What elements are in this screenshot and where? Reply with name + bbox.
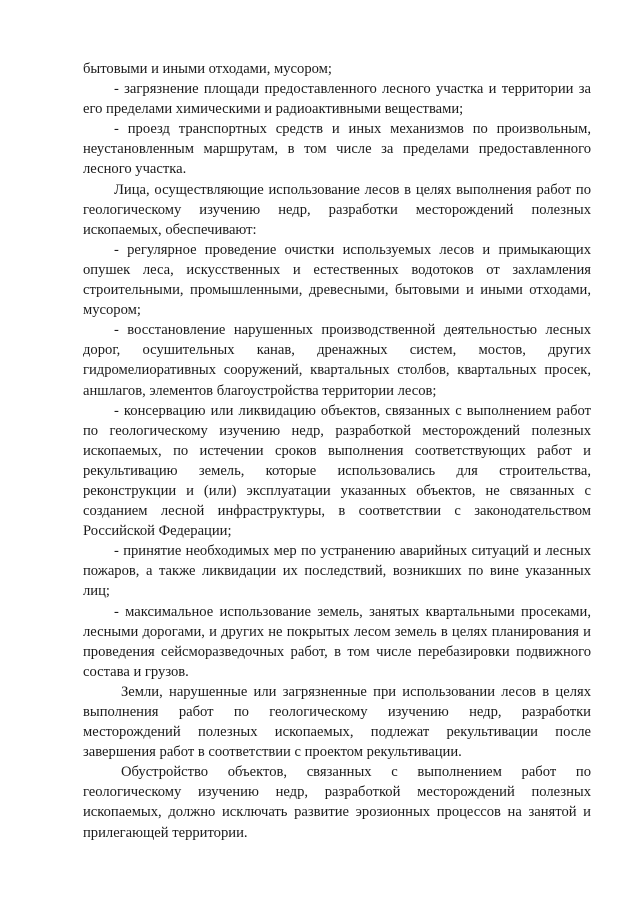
- paragraph-continuation: бытовыми и иными отходами, мусором;: [83, 61, 332, 77]
- paragraph-erosion-prevention: Обустройство объектов, связанных с выполнением работ по геологическому изучению недр, разработкой месторождений полезных ископаемых, должно исключать развитие эрозионных процессов на занятой и прилегающей территории.: [83, 764, 591, 841]
- paragraph-obligations-intro: Лица, осуществляющие использование лесов в целях выполнения работ по геологическому изучению недр, разработки месторождений полезных ископаемых, обеспечивают:: [83, 181, 591, 238]
- list-item-soil-contamination: - загрязнение площади предоставленного лесного участка и территории за его пределами химическими и радиоактивными веществами;: [83, 81, 591, 118]
- document-page: [83, 59, 591, 843]
- list-item-forest-cleaning: - регулярное проведение очистки используемых лесов и примыкающих опушек леса, искусственных и естественных водотоков от захламления строительными, промышленными, древесными, бытовыми и иными отходами, мусором;: [83, 241, 591, 319]
- list-item-conservation-liquidation: - консервацию или ликвидацию объектов, связанных с выполнением работ по геологическому изучению недр, разработкой месторождений полезных ископаемых, по истечении сроков выполнения соответствующих работ и рекультивацию земель, которые использовались для строительства, реконструкции и (или) эксплуатации указанных объектов, не связанных с созданием лесной инфраструктуры, в соответствии с законодательством Российской Федерации;: [83, 402, 591, 540]
- list-item-land-use-seismic: - максимальное использование земель, занятых квартальными просеками, лесными дорогами, и других не покрытых лесом земель в целях планирования и проведения сейсморазведочных работ, в том числе перебазировки подвижного состава и грузов.: [83, 603, 591, 680]
- list-item-emergency-measures: - принятие необходимых мер по устранению аварийных ситуаций и лесных пожаров, а также ликвидации их последствий, возникших по вине указанных лиц;: [83, 543, 591, 600]
- list-item-road-restoration: - восстановление нарушенных производственной деятельностью лесных дорог, осушительных канав, дренажных систем, мостов, других гидромелиоративных сооружений, квартальных столбов, квартальных просек, аншлагов, элементов благоустройства территории лесов;: [83, 322, 591, 399]
- list-item-vehicle-passage: - проезд транспортных средств и иных механизмов по произвольным, неустановленным маршрутам, в том числе за пределами предоставленного лесного участка.: [83, 121, 591, 178]
- paragraph-land-recultivation: Земли, нарушенные или загрязненные при использовании лесов в целях выполнения работ по геологическому изучению недр, разработки месторождений полезных ископаемых, подлежат рекультивации после завершения работ в соответствии с проектом рекультивации.: [83, 683, 591, 761]
